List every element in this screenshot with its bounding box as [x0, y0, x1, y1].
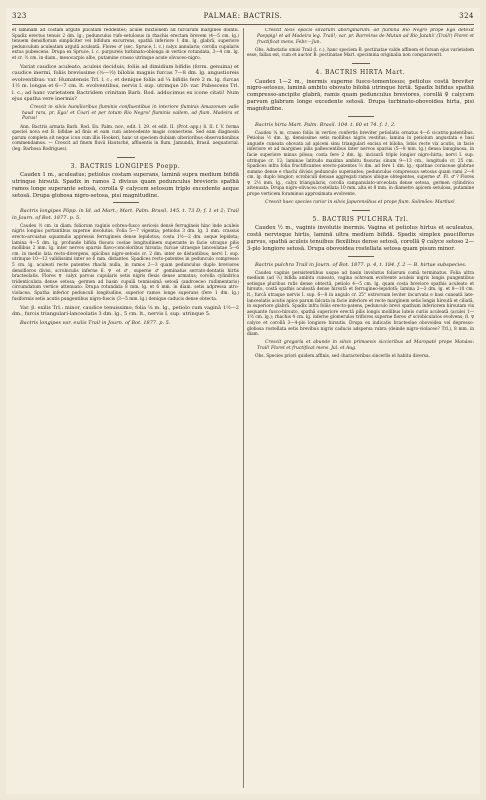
diagnosis-rule: [113, 202, 139, 203]
right-column: [247, 28, 474, 788]
observation-note: Ann. Bactris armata Barb. Rod. En. Palm. nov., edit. I. 29. et edit. II. (Prot.-app.) 8. II. f. V. forma speciei nova est B. bifidae ad finis et eam cum antecedente magis connectens. Sed eam diagnosin parum completa sit neque icon cum illis Hookeri, hanc ut speciem dubiam ulterioribus observationibus commendamus. — Crescit ad finem fluvii Hautsché, affluentis in flum. Jamundá, Brasil. aequatorial. (leg. Barbosa Rodrigues).: [12, 124, 239, 152]
habitat-note: Crescit gregaria et abunde in silvis primaevis siccioribus ad Maropaté prope Manáos: Trail! Floret et fructificat mens. Jul. et Aug.: [257, 340, 474, 351]
page-number-left: 323: [12, 12, 27, 20]
species-title: 3. BACTRIS LONGIPES Poepp.: [70, 162, 181, 170]
habitat-note: Crescit locis opacis silvarum aboriginarum: ad flumina Rio Negro prope Ega detexit Poeppig! et ad Madeira leg. Trail!; var. pr. Barreiras de Mutun ad Rio Jutahi! (Trail!) Floret et fructificat mens. Febr.—Jun.: [257, 28, 474, 45]
species-description: Caudex ½ cm. in diam. foliorum vaginis ochrea-fusco sericeis densè ferrugineis hinc inde aculeis nigris longius portantibus superne involutus. Folia 5—7 vigentia; petiolus 3 dm. lg. 3 mm. crassus erecto-arcuatus squamulis appressis ferrugineis dense lepidotus; costa 1½—2 dm. aeque lepidota; lamina 4—5 dm. lg. profunde bifida fissura costae longitudinem superante in facie utraque pilis mollibus 2 mm. lg. inter nervos sparsis flavo-concoloribus hirsuta; furcae utraeque lanceolatae 5—6 cm. in medio lata recto-divergens, apicibus nigro-setosis cr. 2 dm. inter se distantibus; nervi I. sup. utrinque 10—12 validissimi inter se 6 mm. distantes. Spadices recto-patentes in pedunculo compresso 5 cm. lg. aculeati recte patentes rhachi nulla, in ramos 2—3 quam pedunculus duplo breviores densifloros divisi, scrobiculis inferne 6. ♀ et ♂, superne ♂ geminatus serrato-dentatis hirtis bracteolatis. Flores ♀ calyx parvus cupularis setis nigris flexis dense armatus; corolla cylindrica tridenticulata dense setosa; germen ad basin cupulā tennissimā setosā (androeceo rudimentario) circumdatum vertice attenuato. Drupa rotundata 8 mm. lg. et 6 mm. in diam. setis adpressa atro-violacea. Spatha inferior pedunculi longitudine, superior ramos longe superans (fere 1 dm. lg.) fusiformis setis acutis pungentibus nigro-fuscis (3—5 mm. lg.) denique caducis dense obtecta.: [12, 223, 239, 302]
habitat-note: Crescit haec species rarior in silvis Japurensibus et prope fium. Solimões: Martius!: [265, 200, 455, 206]
section-rule: [117, 157, 135, 158]
species-references: Bactris longipes Pöpp. in Id. ad Mart.; Mart. Palm. Brasil. 145. t. 73 D; f. 1 et 2; Trail in Journ. of Bot. 1877. p. 5.: [12, 208, 239, 221]
species-diagnosis: Caudex 1—2 m., inermis superne fusco-tomentosus; petiolus costā breviter nigro-setosus, laminā ambitu obovato bilobā utrinque hirtā. Spadix bifidus spathā compresso-ancipite glabrā, ramis quam pedunculus breviores, corollā ♀ calycem parvum glabrum longe excedente setosā. Drupa turbinato-obovoidea hirta, pisi magnitudine.: [247, 78, 474, 112]
diagnosis-rule: [348, 256, 374, 257]
species-diagnosis: Caudex ½ m., vaginis involutis inermis. Vagina et petiolus hirtus et aculeatus, costā nervisque hirtis, laminā ultra medium bifidā. Spadix simplex pauciflorus parvus, spathā aculeis tenuibus flexilibus dense setosā, corollā ♀ calyce setoso 2—3-plo longiore setosā. Drupa obovoidea rostellata setosa quam pisum minor.: [247, 225, 474, 252]
variety-references: Bactris longipes var. exilis Trail in Journ. of Bot. 1877. p. 5.: [20, 319, 171, 326]
page-number-right: 324: [459, 12, 474, 20]
running-header: [12, 12, 474, 24]
section-rule: [352, 210, 370, 211]
observation-note: Obs. Species priori quidem affinis, sed characteribus sincerlis et habitu diversa.: [255, 354, 430, 360]
variety-paragraph: Variat caudice aculeato, aculeis deciduis, foliis ad dimidium bifidis (form. genuina) et caudice inermi, foliis brevissime (⅓—½) bilobis magnis furcas 7—8 dm. lg. angustioreis evolventibus: var. Humatensis Trl. l. c.; et denique foliis ad ¼ bifidis ferè 2 m. lg. furcas 1½ m. longas et 6—7 cm. lt. evolventibus, nervis I. sup. utrinque 20: var. Pubescens Trl. l. c.; ad hanc varietatem Bactridem crinitam Barb. Rod. adducimus ex icone citati! Num ejus spatha vere inermis?: [12, 63, 239, 102]
continuation-paragraph: et laminam ad costam argute plicatam reddentes; aculei mixtionem ad furcarum margines diuntii. Spadix erectus tenuis 2 dm. lg.; pedunculus rufo-setulosus in rhachis erectam brevem (4—5 cm. lg.) tenuem densifloram simpliciter vel bifidum excurrens, spathā inferiore 1 dm. lg. glabrā, superiore pedunculum aculeatam argutā aculeatā. Flores ♂ (sec. Spruce, l. c.) calyx annularis; corolla cupularis extus pubescens. Drupa ex Spruce, l. c. purpureis turbinato-oblonga in vertice rotundata, 3—4 cm. lg. et cr. ½ cm. in diam., mesocarpio albo, putamine crasso utrinque acute olivaceo-nigro.: [12, 28, 239, 61]
observation-note: Obs. Adnotatio omisi Trail (l. c.), hanc speciem B. pectinatae valde affinem et forsan ejus varietatem esse, fallax est, cum et auctor B. pectinatae Mart. specimina originalia non comparaverit.: [247, 47, 474, 59]
running-title: PALMAE: BACTRIS.: [203, 12, 283, 20]
species-references: Bactris pulchra Trail in Journ. of Bot. 1877. p. 4, t. 184. f. 2 — B. hirtae subspecies.: [255, 261, 467, 268]
species-title: 4. BACTRIS HIRTA Mart.: [315, 68, 406, 76]
section-rule: [352, 63, 370, 64]
species-description: Caudex vaginis persistentibus usque ad basin involutus foliorum comā terminatus. Folia ultra medium (ad ⅔) bifida ambitu cuneato, vagina ochream evolvente aculeis nigris longis pungentibus setisque pluribus rufis dense obtectā, petiolo 4—5 cm. lg. quam costa breviore spathis aculeato et hirsuto, costā spathis aculeatā dense hirsutā et ferrugineo-lepidotā; lamina 2—3 dm. lg. et 8—10 cm. lt.; furcā utraque nervis I. sup. 6—8 in angulo cr. 25° extrorsum leviter incurvata e basi cuneatā late-lanceolatis acutis apice parum falcata in facie inferiore et recte marginem setis longis hirsutā et ciliatā, in superiore glabrā. Spadix infra foliis erecto-patens, pedunculo brevi spathum inferiorem hirsutam vix aequante fusco-hirsuto, spathā superiore erectā pilis longis mollibus luteis curiis aculeatā (aculei 1—1½ cm. lg.); rhachis 4 cm. lg. inferne glomerulos triflores superne flores ♂ scrobiculatos evolvens; fl. ♀ calyce et corollā 3—4-plo longiore hirsutis. Drupa ex indicatis bracteolae obovoidea vel depresso-globosa rostellata setis brevibus nigris caducis adspersa rubra (deinde nigro-violaceo? Trl.), 8 mm. in diam.: [247, 270, 474, 338]
habitat-note: Crescit in silvis humilioribus fluminis confluentibus in interiore fluminis Amazonum valle haud rara, pr. Ega! et Coari et per totum Rio Negro! fluminis vallem, ad flum. Madeira et Purus!: [22, 104, 239, 122]
variety-exilis: Var. β. exilis Trl.: minor, caudice tenuissimo; folia ¼ m. lg., petiolo cum vaginā 1½—2 dm., furcis triangulari-lanceolatis 3 dm. lg., 5 cm. lt., nervis I. sup. utrinque 5.: [12, 304, 239, 317]
species-description: Caudex ¼ m. crasso foliis in vertice confertis breviter petiolatis ornatus 4—6 cicatrix-patentibus. Petiolus ½ dm. lg. densissime setis mollibus nigris vestitus; lamina in petiolum angustata e basi anguste cuneata obovata ad apicem sinu triangulari excisa et biloba, lobis recte vix acutis, in facie inferiore et ad margines pilis pallescentibus inter nervos sparsis (5—8 mm. lg.) densa lanuginosa, in facie superiore minus pilosa; costa fere 2 dm. lg. incisurā triplo longior nigro-hirta; nervi I. sup. utrinque cr. 12; laminae latitudo maxima ambitu fissuras sinum 9—13 cm., longitudo cr. 25 cm. Spadices infra folia fructificantes erecto-patentes ⅔ dm. ad fere 1 dm. lg.; spathae coriaceae glabrae summo dense e rhachi divisis pedunculo superantes; pedunculus compressus setosus quam rami 2—4 cm. lg. duplo longior; scrobiculi densae aggregati ramos ubique obtegentes, superne ♂. Fl. ♂ ? Flores ♀ 2½ mm. lg., calyx triangularis, corolla campanulato-urceolata dense setosa, germen cylindrico attenuata. Drupa nigro-olivacea rostellata 10 mm. alta et 8 mm. in diametro apicem setulosa, putamine prope verticem foraminus approximata evolvente.: [247, 130, 474, 198]
page-sheet: [6, 8, 480, 794]
species-diagnosis: Caudex 1 m., aculeatus; petiolus costam superans, laminā supra medium bifidā utrinque hirsutā. Spadix in ramos 2 divisus quam pedunculus brevioris spathā ramos longe superante setosā, corolla ♀ calycem setosum triplo excedente aeque setosā. Drupa globosa nigro-setosa, pisi magnitudine.: [12, 172, 239, 199]
left-column: [12, 28, 239, 788]
column-gutter: [243, 28, 244, 788]
header-rule: [12, 24, 474, 25]
species-references: Bactris hirta Mart. Palm. Brasil. 104. t. 60 et 74. f. 1, 2.: [255, 121, 396, 128]
diagnosis-rule: [348, 116, 374, 117]
species-title: 5. BACTRIS PULCHRA Trl.: [312, 215, 409, 223]
